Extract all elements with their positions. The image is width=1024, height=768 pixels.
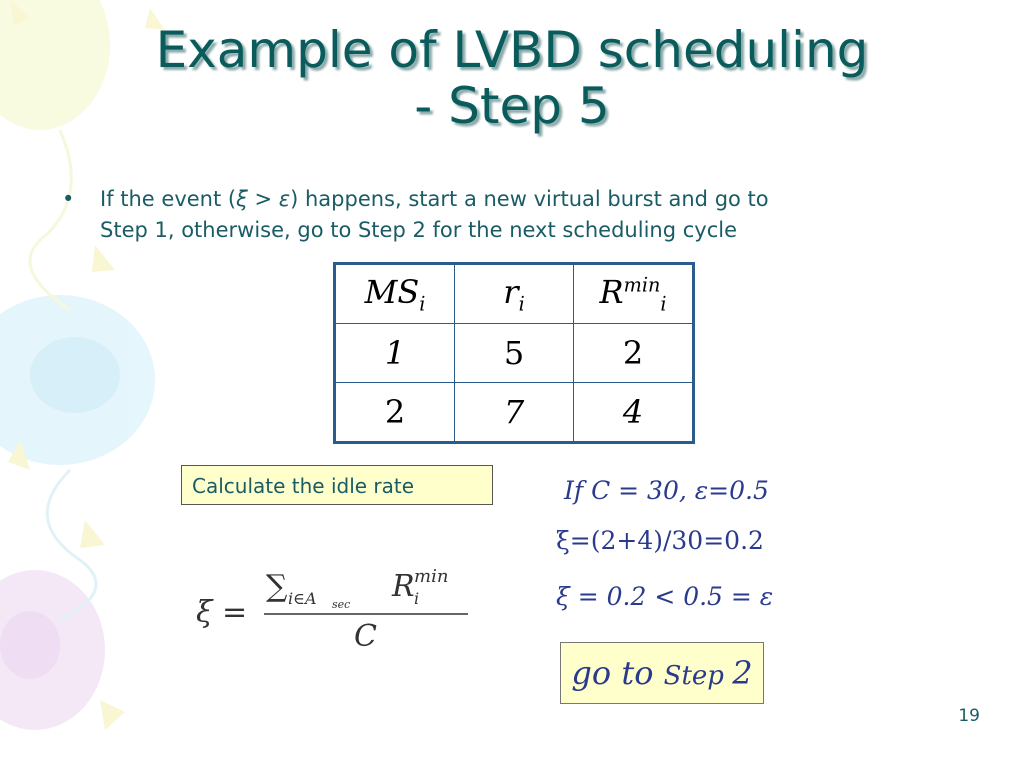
comparison-equation: ξ = 0.2 < 0.5 = ε: [556, 582, 774, 611]
bullet-marker: •: [62, 187, 75, 211]
formula-sum-symbol: ∑: [266, 569, 288, 604]
header-rmin: [574, 264, 694, 324]
formula-denominator: C: [354, 619, 377, 654]
yellow-string: [30, 130, 71, 310]
idle-rate-formula: [196, 560, 486, 660]
idle-rate-calculation: ξ=(2+4)/30=0.2: [556, 526, 764, 555]
table-cell: 4: [574, 383, 694, 443]
formula-sum-subscript-sec: sec: [332, 598, 351, 611]
header-r-sub: i: [518, 292, 525, 316]
table-cell: 7: [455, 383, 574, 443]
table-header-row: [335, 264, 694, 324]
formula-lhs: ξ =: [196, 595, 248, 630]
formula-numerator-sup: min: [414, 566, 449, 587]
title-line-1: Example of LVBD scheduling: [155, 21, 869, 79]
table-cell: 2: [335, 383, 455, 443]
table-cell: 2: [574, 324, 694, 383]
goto-step-box: [560, 642, 764, 704]
calculate-idle-rate-box: Calculate the idle rate: [181, 465, 493, 505]
bullet-text-part2: ) happens, start a new virtual burst and go to: [290, 187, 769, 211]
ms-table: [333, 262, 695, 444]
table-row: [335, 383, 694, 443]
header-rmin-sup: min: [623, 273, 661, 297]
bullet-text-part1: If the event (: [100, 187, 237, 211]
formula-numerator-sub: i: [414, 589, 420, 608]
streamer-5: [100, 700, 125, 730]
formula-sum-subscript: i∈A: [288, 589, 317, 608]
goto-step-number: 2: [732, 654, 753, 692]
purple-balloon-highlight: [0, 611, 60, 679]
header-ms-sub: i: [419, 292, 426, 316]
header-ms-text: MS: [364, 272, 420, 311]
table-cell: 1: [335, 324, 455, 383]
formula-numerator-r: R: [392, 569, 415, 604]
page-number: 19: [958, 706, 980, 726]
goto-text: go to: [571, 654, 664, 692]
table-cell: 5: [455, 324, 574, 383]
header-r: [455, 264, 574, 324]
header-ms: [335, 264, 455, 324]
streamer-4: [80, 520, 105, 548]
bullet-gt: >: [247, 187, 279, 211]
bullet-text-line2: Step 1, otherwise, go to Step 2 for the next scheduling cycle: [100, 218, 738, 242]
bullet-xi: ξ: [236, 187, 248, 211]
slide-title: [0, 22, 1024, 134]
streamer-2: [92, 245, 115, 272]
goto-step-word: Step: [663, 661, 733, 691]
condition-equation: If C = 30, ε=0.5: [564, 476, 769, 505]
header-rmin-sub: i: [660, 292, 667, 316]
title-line-2: - Step 5: [414, 77, 610, 135]
bullet-eps: ε: [278, 187, 291, 211]
table-row: [335, 324, 694, 383]
header-rmin-text: R: [599, 272, 624, 311]
blue-balloon-highlight: [30, 337, 120, 413]
bullet-text: [100, 184, 960, 246]
header-r-text: r: [503, 272, 519, 311]
